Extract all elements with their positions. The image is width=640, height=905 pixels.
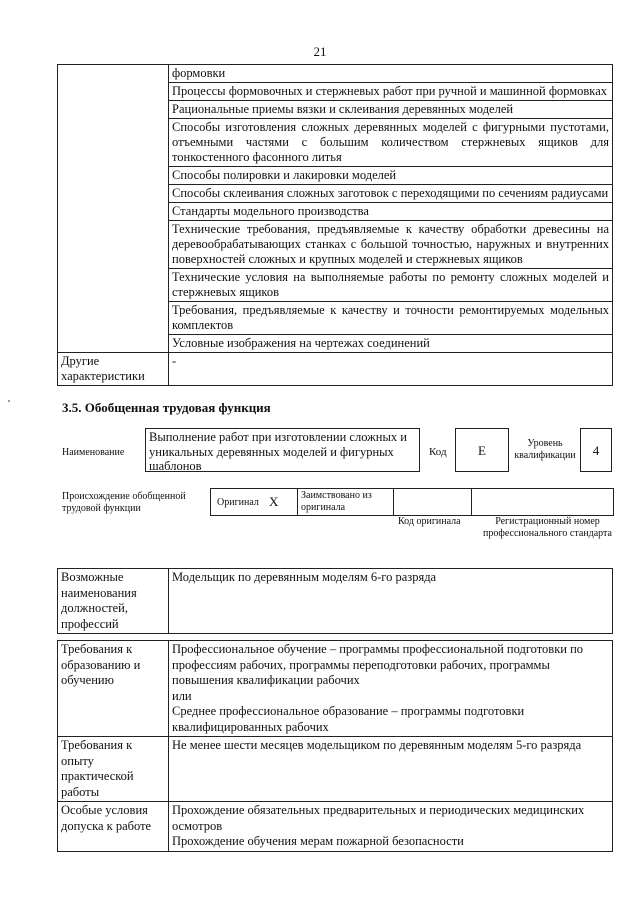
divider (393, 489, 394, 515)
section-title: 3.5. Обобщенная трудовая функция (62, 400, 271, 415)
original-mark: Х (269, 494, 279, 509)
education-value (169, 641, 613, 737)
page-number: 21 (313, 44, 327, 59)
knowledge-item: Технические требования, предъявляемые к качеству обработки древесины на деревообрабатывающих станках с большой точностью, наружных и внутренних поверхностей сложных и крупных моделей и стержневых ящиков (169, 221, 613, 269)
other-characteristics-label: Другие характеристики (58, 353, 169, 386)
table-row (58, 353, 613, 386)
text-line: Прохождение обязательных предварительных и периодических медицинских осмотров (172, 803, 585, 833)
origin-box (210, 488, 614, 516)
knowledge-item: Требования, предъявляемые к качеству и точности ремонтируемых модельных комплектов (169, 302, 613, 335)
borrowed-label: Заимствовано из оригинала (301, 490, 372, 513)
divider (297, 489, 298, 515)
scan-speck (8, 400, 10, 402)
divider (471, 489, 472, 515)
level-value-box: 4 (580, 428, 612, 472)
knowledge-item: Стандарты модельного производства (169, 203, 613, 221)
other-characteristics-value: - (169, 353, 613, 386)
text-line: Не менее шести месяцев модельщиком по деревянным моделям 5-го разряда (172, 738, 582, 752)
knowledge-item: Способы изготовления сложных деревянных моделей с фигурными пустотами, отъемными частями с большим количеством стержневых ящиков для тонкостенного фасонного литья (169, 119, 613, 167)
knowledge-item: Рациональные приемы вязки и склеивания деревянных моделей (169, 101, 613, 119)
function-name-box: Выполнение работ при изготовлении сложных и уникальных деревянных моделей и фигурных шаблонов (145, 428, 420, 472)
knowledge-table (57, 64, 613, 386)
reg-number-label: Регистрационный номер профессионального стандарта (483, 516, 612, 539)
knowledge-item: Способы полировки и лакировки моделей (169, 167, 613, 185)
text-line: Профессиональное обучение – программы профессиональной подготовки по профессиям рабочих, программы переподготовки рабочих, программы повышения квалификации рабочих (172, 642, 584, 687)
knowledge-item: Технические условия на выполняемые работы по ремонту сложных моделей и стержневых ящиков (169, 269, 613, 302)
table-row (58, 802, 613, 852)
admission-label: Особые условия допуска к работе (58, 802, 169, 852)
code-value-box: Е (455, 428, 509, 472)
original-label: Оригинал (217, 497, 259, 508)
education-label: Требования к образованию и обучению (58, 641, 169, 737)
origin-label: Происхождение обобщенной трудовой функции (62, 491, 186, 514)
table-row (58, 737, 613, 802)
level-label: Уровень квалификации (514, 438, 576, 461)
experience-label: Требования к опыту практической работы (58, 737, 169, 802)
table-label-cell-empty (58, 65, 169, 353)
table-row (58, 569, 613, 634)
table-row (58, 65, 613, 83)
text-line: или (172, 688, 192, 703)
positions-label: Возможные наименования должностей, профессий (58, 569, 169, 634)
experience-value (169, 737, 613, 802)
text-line: Среднее профессиональное образование – программы подготовки квалифицированных рабочих (172, 704, 525, 734)
name-label: Наименование (62, 447, 125, 458)
admission-value (169, 802, 613, 852)
code-label: Код (429, 446, 447, 458)
table-row (58, 641, 613, 737)
knowledge-item: Процессы формовочных и стержневых работ при ручной и машинной формовках (169, 83, 613, 101)
knowledge-item: Способы склеивания сложных заготовок с переходящими по сечениям радиусами (169, 185, 613, 203)
requirements-table (57, 640, 613, 852)
text-line: Прохождение обучения мерам пожарной безопасности (172, 834, 464, 848)
knowledge-item: Условные изображения на чертежах соединений (169, 335, 613, 353)
positions-value: Модельщик по деревянным моделям 6-го разряда (169, 569, 613, 634)
knowledge-item: формовки (169, 65, 613, 83)
positions-table (57, 568, 613, 634)
code-original-label: Код оригинала (398, 516, 461, 527)
